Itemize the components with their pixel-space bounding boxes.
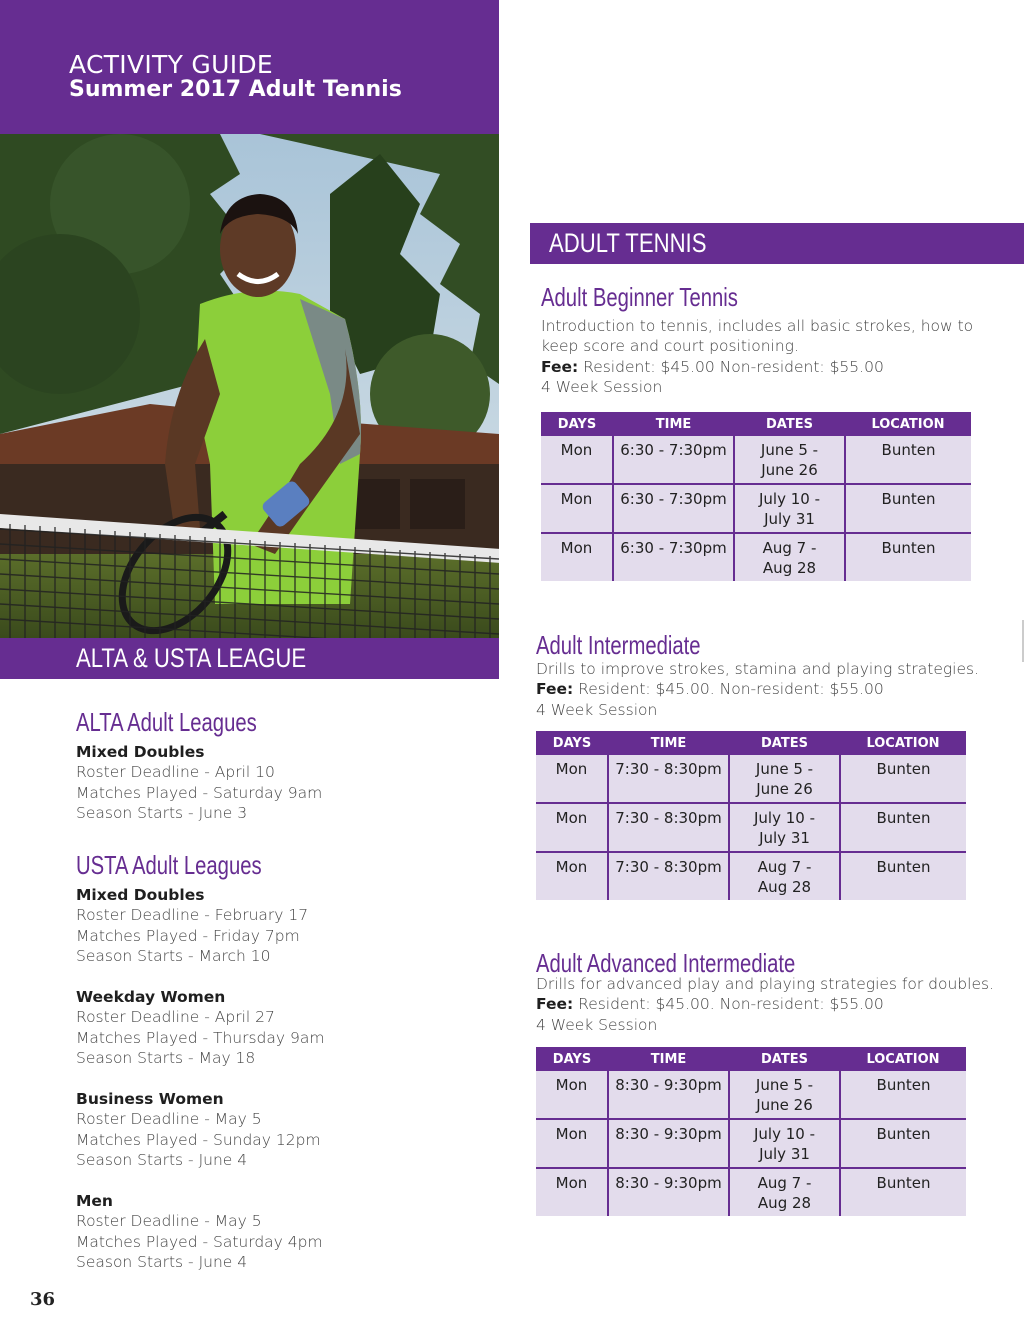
cell-day: Mon bbox=[541, 436, 613, 484]
tennis-player-photo bbox=[0, 134, 499, 638]
guide-title: Summer 2017 Adult Tennis bbox=[69, 77, 402, 102]
alta-leagues-title: ALTA Adult Leagues bbox=[76, 707, 257, 737]
table-row bbox=[536, 803, 966, 852]
class-description bbox=[536, 659, 979, 720]
description-line: Introduction to tennis, includes all basic strokes, how to bbox=[541, 317, 974, 335]
cell-day: Mon bbox=[536, 1168, 608, 1216]
date-start: Aug 7 - bbox=[762, 539, 817, 557]
league-line: Roster Deadline - April 27 bbox=[76, 1008, 275, 1027]
league-line: Roster Deadline - May 5 bbox=[76, 1212, 262, 1231]
cell-dates bbox=[729, 1119, 840, 1168]
date-start: June 5 - bbox=[760, 441, 819, 459]
cell-day: Mon bbox=[536, 803, 608, 852]
date-end: July 31 bbox=[759, 1145, 810, 1163]
cell-location: Bunten bbox=[840, 1119, 966, 1168]
fee-line bbox=[536, 994, 994, 1014]
cell-time: 7:30 - 8:30pm bbox=[608, 803, 729, 852]
session-length: 4 Week Session bbox=[536, 700, 658, 719]
fee-line bbox=[541, 357, 973, 377]
fee-line bbox=[536, 679, 979, 699]
session-length: 4 Week Session bbox=[541, 377, 663, 396]
alta-league-group bbox=[76, 742, 322, 823]
league-line: Season Starts - June 4 bbox=[76, 1252, 248, 1271]
schedule-table bbox=[536, 1047, 966, 1216]
cell-dates bbox=[734, 484, 845, 533]
date-start: Aug 7 - bbox=[757, 1174, 812, 1192]
table-row bbox=[536, 1168, 966, 1216]
date-start: July 10 - bbox=[758, 490, 820, 508]
league-line: Matches Played - Friday 7pm bbox=[76, 926, 300, 945]
cell-time: 7:30 - 8:30pm bbox=[608, 755, 729, 803]
cell-dates bbox=[729, 1071, 840, 1119]
schedule-table bbox=[541, 412, 971, 581]
col-header-location: LOCATION bbox=[840, 731, 966, 755]
cell-dates bbox=[729, 1168, 840, 1216]
col-header-days: DAYS bbox=[536, 731, 608, 755]
cell-dates bbox=[729, 852, 840, 900]
description-line: Drills to improve strokes, stamina and playing strategies. bbox=[536, 660, 980, 678]
table-row bbox=[536, 1071, 966, 1119]
date-end: July 31 bbox=[764, 510, 815, 528]
date-start: Aug 7 - bbox=[757, 858, 812, 876]
usta-league-group bbox=[76, 987, 324, 1068]
date-end: June 26 bbox=[761, 461, 818, 479]
league-group-name: Weekday Women bbox=[76, 988, 226, 1006]
schedule-table bbox=[536, 731, 966, 900]
col-header-time: TIME bbox=[608, 731, 729, 755]
cell-location: Bunten bbox=[840, 852, 966, 900]
table-row bbox=[536, 1119, 966, 1168]
fee-text: Resident: $45.00 Non-resident: $55.00 bbox=[583, 357, 884, 376]
cell-location: Bunten bbox=[840, 1168, 966, 1216]
cell-time: 8:30 - 9:30pm bbox=[608, 1168, 729, 1216]
class-title: Adult Beginner Tennis bbox=[541, 282, 738, 312]
table-row bbox=[536, 852, 966, 900]
col-header-dates: DATES bbox=[734, 412, 845, 436]
alta-usta-band-title: ALTA & USTA LEAGUE bbox=[76, 643, 307, 673]
table-row bbox=[536, 755, 966, 803]
cell-location: Bunten bbox=[845, 436, 971, 484]
league-group-name: Business Women bbox=[76, 1090, 224, 1108]
table-row bbox=[541, 533, 971, 581]
league-group-name: Men bbox=[76, 1192, 113, 1210]
col-header-location: LOCATION bbox=[840, 1047, 966, 1071]
date-end: Aug 28 bbox=[757, 878, 812, 896]
cell-location: Bunten bbox=[840, 1071, 966, 1119]
cell-day: Mon bbox=[541, 484, 613, 533]
league-line: Season Starts - June 3 bbox=[76, 803, 248, 822]
fee-text: Resident: $45.00. Non-resident: $55.00 bbox=[578, 995, 884, 1014]
col-header-dates: DATES bbox=[729, 731, 840, 755]
class-description bbox=[536, 974, 994, 1035]
date-end: Aug 28 bbox=[762, 559, 817, 577]
date-start: July 10 - bbox=[753, 1125, 815, 1143]
cell-day: Mon bbox=[536, 1071, 608, 1119]
usta-leagues-title: USTA Adult Leagues bbox=[76, 850, 262, 880]
session-length: 4 Week Session bbox=[536, 1015, 658, 1034]
date-end: July 31 bbox=[759, 829, 810, 847]
cell-dates bbox=[729, 803, 840, 852]
fee-label: Fee: bbox=[536, 995, 574, 1014]
cell-time: 8:30 - 9:30pm bbox=[608, 1119, 729, 1168]
class-title: Adult Intermediate bbox=[536, 630, 701, 660]
league-group-name: Mixed Doubles bbox=[76, 886, 205, 904]
cell-time: 7:30 - 8:30pm bbox=[608, 852, 729, 900]
cell-day: Mon bbox=[541, 533, 613, 581]
description-line: keep score and court positioning. bbox=[541, 337, 799, 356]
league-line: Season Starts - May 18 bbox=[76, 1048, 256, 1067]
league-line: Season Starts - June 4 bbox=[76, 1150, 248, 1169]
league-line: Season Starts - March 10 bbox=[76, 946, 271, 965]
cell-dates bbox=[734, 533, 845, 581]
cell-location: Bunten bbox=[845, 484, 971, 533]
col-header-dates: DATES bbox=[729, 1047, 840, 1071]
league-line: Roster Deadline - April 10 bbox=[76, 763, 275, 782]
fee-label: Fee: bbox=[541, 357, 579, 376]
date-end: June 26 bbox=[756, 1096, 813, 1114]
cell-time: 8:30 - 9:30pm bbox=[608, 1071, 729, 1119]
guide-subtitle: ACTIVITY GUIDE bbox=[69, 50, 274, 79]
cell-dates bbox=[734, 436, 845, 484]
col-header-time: TIME bbox=[608, 1047, 729, 1071]
fee-text: Resident: $45.00. Non-resident: $55.00 bbox=[578, 680, 884, 699]
guide-header bbox=[0, 0, 499, 134]
cell-location: Bunten bbox=[840, 803, 966, 852]
cell-day: Mon bbox=[536, 755, 608, 803]
league-line: Matches Played - Saturday 4pm bbox=[76, 1232, 323, 1251]
col-header-days: DAYS bbox=[541, 412, 613, 436]
cell-location: Bunten bbox=[845, 533, 971, 581]
cell-location: Bunten bbox=[840, 755, 966, 803]
cell-dates bbox=[729, 755, 840, 803]
col-header-days: DAYS bbox=[536, 1047, 608, 1071]
class-title: Adult Advanced Intermediate bbox=[536, 948, 796, 978]
league-line: Matches Played - Sunday 12pm bbox=[76, 1130, 321, 1149]
league-line: Roster Deadline - May 5 bbox=[76, 1110, 262, 1129]
date-end: June 26 bbox=[756, 780, 813, 798]
date-start: June 5 - bbox=[755, 760, 814, 778]
league-group-name: Mixed Doubles bbox=[76, 743, 205, 761]
description-line: Drills for advanced play and playing strategies for doubles. bbox=[536, 975, 994, 993]
cell-time: 6:30 - 7:30pm bbox=[613, 484, 734, 533]
date-start: June 5 - bbox=[755, 1076, 814, 1094]
adult-tennis-band bbox=[530, 223, 1024, 264]
cell-time: 6:30 - 7:30pm bbox=[613, 436, 734, 484]
alta-usta-band bbox=[0, 638, 499, 679]
col-header-location: LOCATION bbox=[845, 412, 971, 436]
date-start: July 10 - bbox=[753, 809, 815, 827]
usta-league-group bbox=[76, 885, 308, 966]
league-line: Roster Deadline - February 17 bbox=[76, 906, 309, 925]
table-row bbox=[541, 436, 971, 484]
adult-tennis-band-title: ADULT TENNIS bbox=[549, 228, 707, 258]
league-line: Matches Played - Thursday 9am bbox=[76, 1028, 325, 1047]
cell-time: 6:30 - 7:30pm bbox=[613, 533, 734, 581]
fee-label: Fee: bbox=[536, 680, 574, 699]
class-description bbox=[541, 316, 973, 397]
league-line: Matches Played - Saturday 9am bbox=[76, 783, 323, 802]
col-header-time: TIME bbox=[613, 412, 734, 436]
cell-day: Mon bbox=[536, 1119, 608, 1168]
table-row bbox=[541, 484, 971, 533]
date-end: Aug 28 bbox=[757, 1194, 812, 1212]
page-number: 36 bbox=[30, 1289, 56, 1310]
cell-day: Mon bbox=[536, 852, 608, 900]
usta-league-group bbox=[76, 1191, 323, 1272]
usta-league-group bbox=[76, 1089, 321, 1170]
